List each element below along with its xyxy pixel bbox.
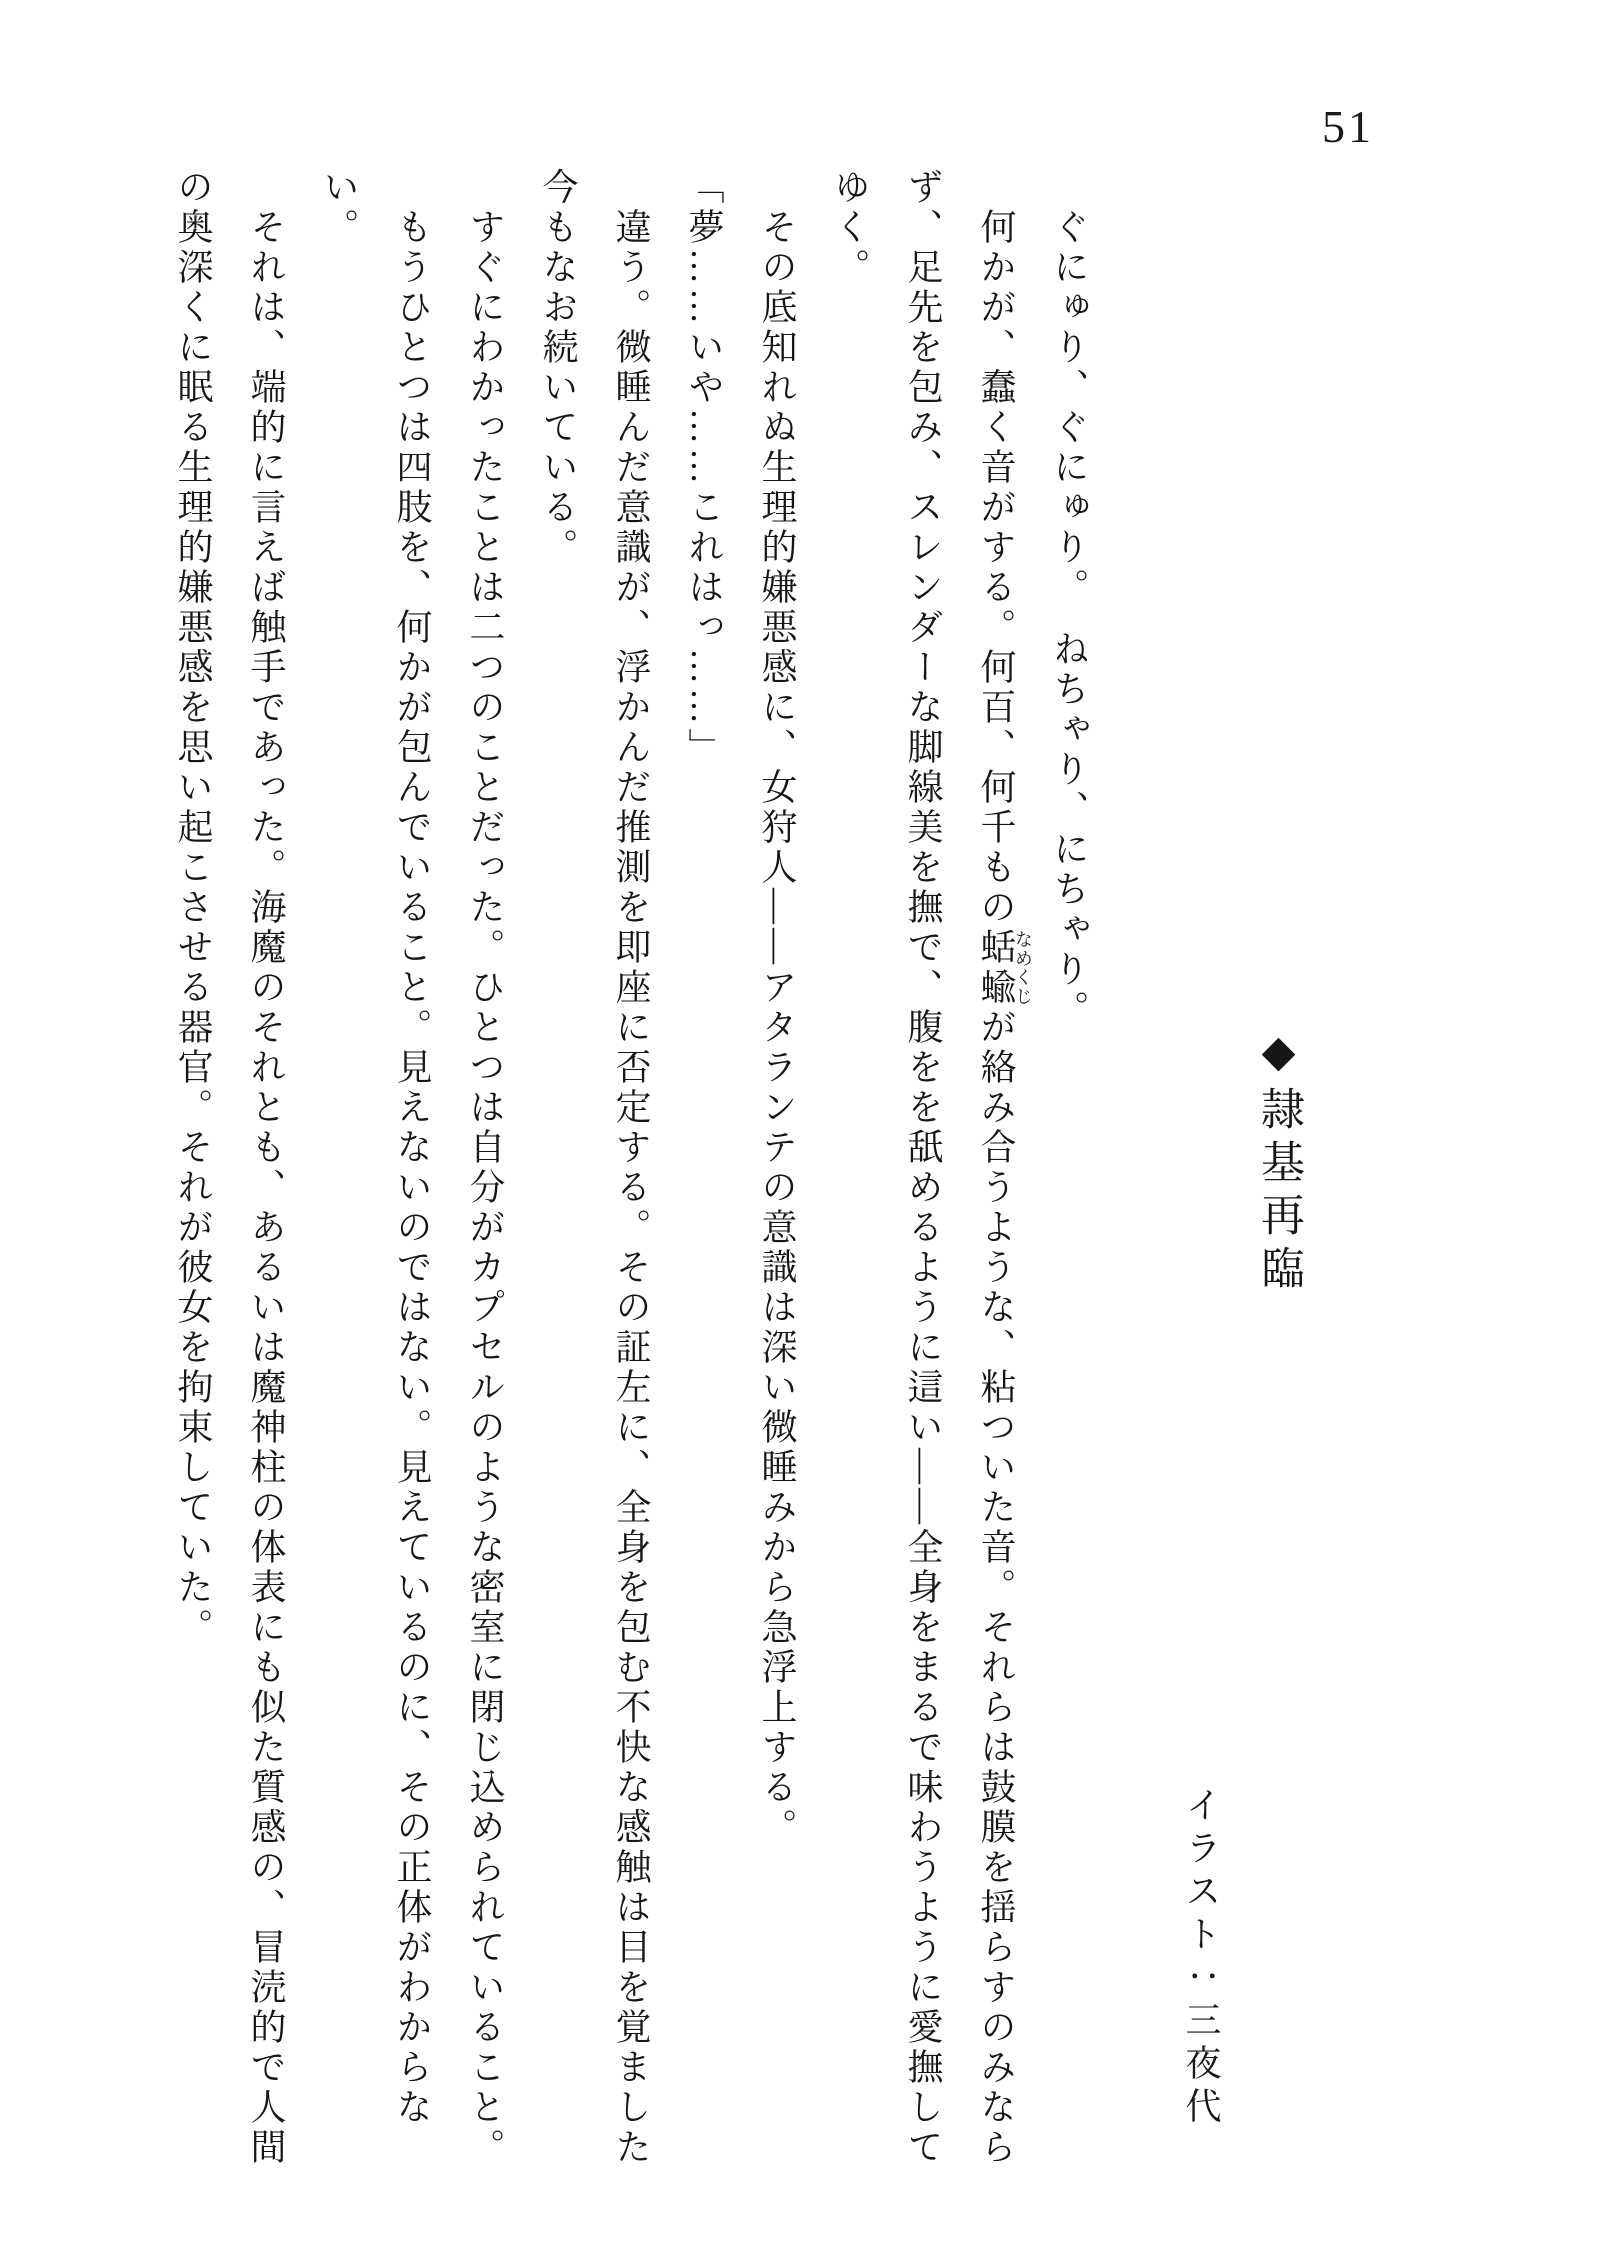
ruby-annotated-word: 蛞蝓なめくじ (976, 928, 1033, 1008)
paragraph: もうひとつは四肢を、何かが包んでいること。見えないのではない。見えているのに、その正体がわからない。 (319, 168, 432, 2128)
paragraph: 何かが、蠢く音がする。何百、何千もの蛞蝓なめくじが絡み合うような、粘ついた音。それらは鼓膜を揺らすのみならず、足先を包み、スレンダーな脚線美を撫で、腹をを舐めるように這い――全身をまるで味わうように愛撫してゆく。 (830, 168, 1033, 2168)
paragraph: 違う。微睡んだ意識が、浮かんだ推測を即座に否定する。その証左に、全身を包む不快な感触は目を覚ました今もなお続いている。 (538, 168, 651, 2168)
paragraph: すぐにわかったことは二つのことだった。ひとつは自分がカプセルのような密室に閉じ込められていること。 (465, 208, 505, 2168)
section-headline: ◆隷基再臨 (1254, 1026, 1303, 1298)
illustrator-credit: イラスト：三夜代 (1181, 1786, 1221, 2130)
paragraph: その底知れぬ生理的嫌悪感に、女狩人――アタランテの意識は深い微睡みから急浮上する。 (757, 208, 797, 1848)
body-text (173, 168, 1105, 2168)
paragraph: 「夢……いや……これはっ……」 (684, 168, 724, 768)
furigana: なめくじ (1013, 928, 1033, 1008)
paragraph: ぐにゅり、ぐにゅり。 ねちゃり、にちゃり。 (1049, 208, 1089, 1030)
paragraph: それは、端的に言えば触手であった。海魔のそれとも、あるいは魔神柱の体表にも似た質感の、冒涜的で人間の奥深くに眠る生理的嫌悪感を思い起こさせる器官。それが彼女を拘束していた。 (173, 168, 286, 2168)
page-number: 51 (1322, 101, 1374, 152)
